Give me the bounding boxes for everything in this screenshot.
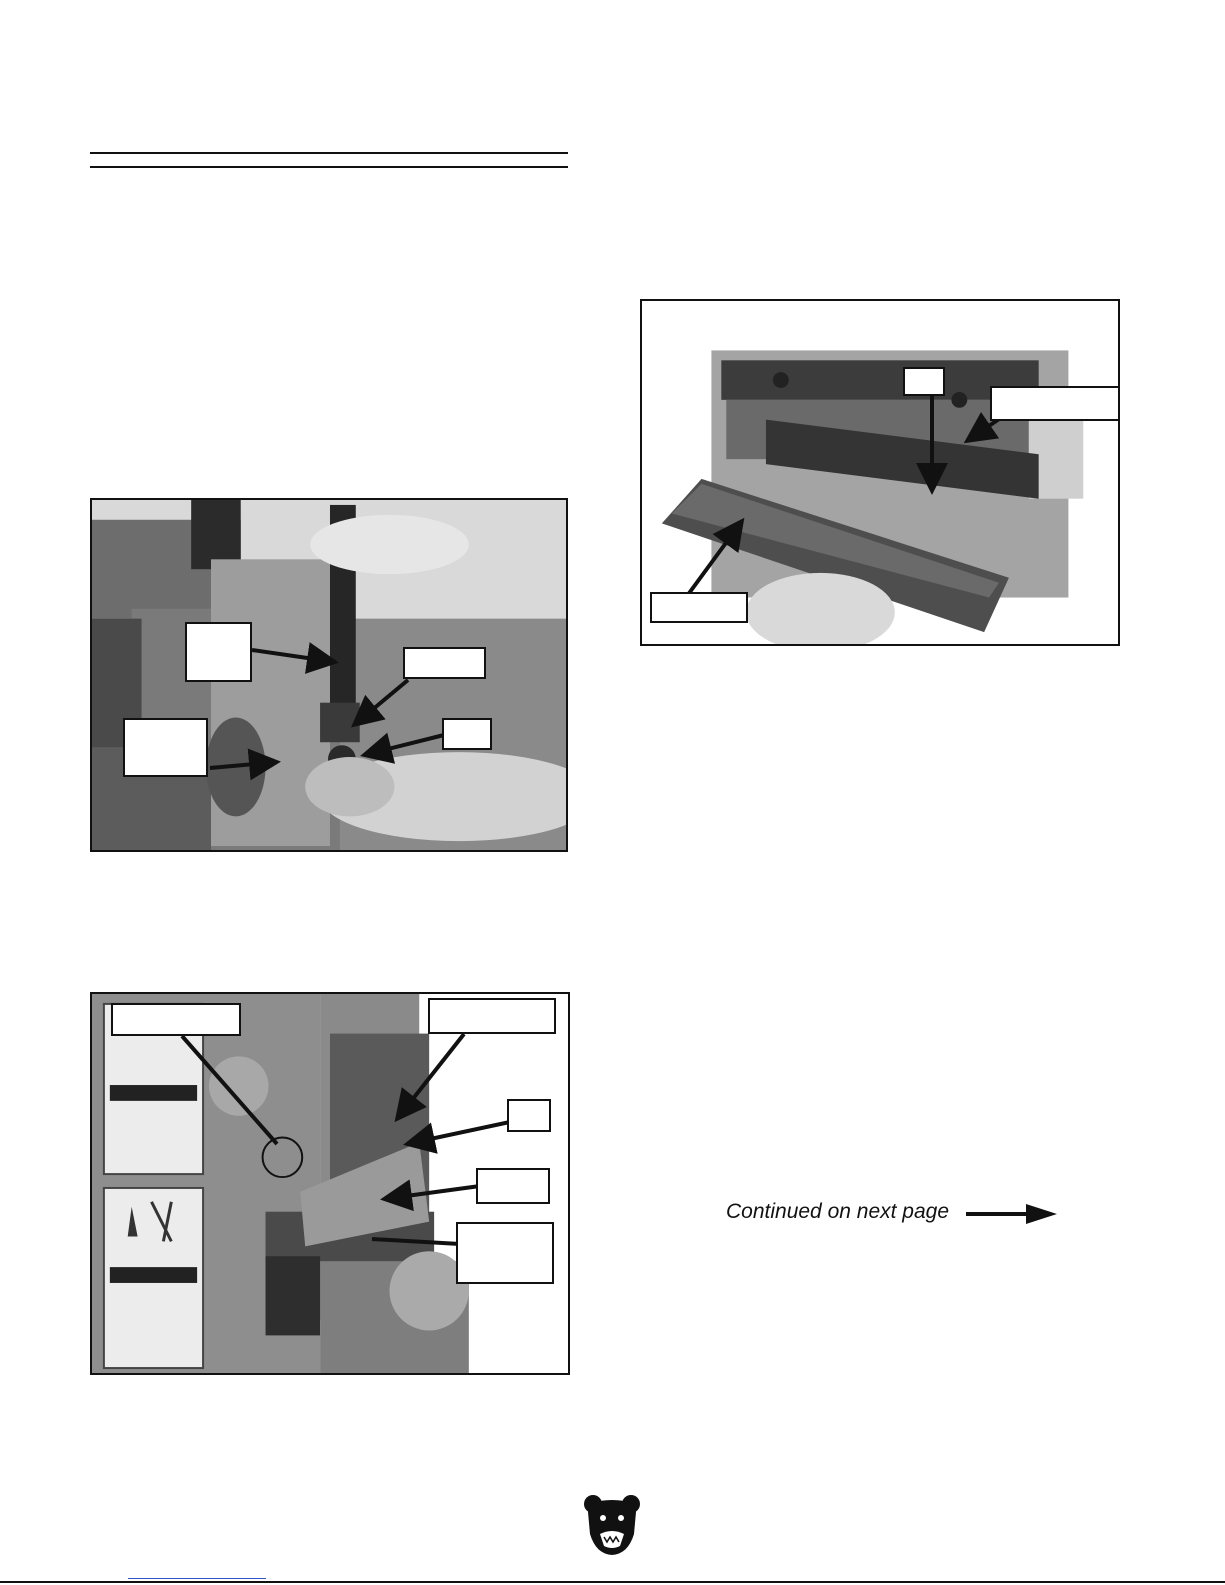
callout-box-handle-a [185,622,252,682]
callout-box-blade-b [990,386,1120,421]
header-rule-top [90,152,568,154]
right-arrow-icon [966,1203,1058,1225]
figure-handle-photo [90,498,568,852]
callout-box-clamp-b [428,998,556,1034]
header-rule-bottom [90,166,568,168]
continued-text: Continued on next page [726,1200,950,1223]
bear-head-logo [582,1494,642,1556]
callout-box-clamp-e [456,1222,554,1284]
callout-box-handle-b [403,647,486,679]
callout-box-clamp-d [476,1168,550,1204]
footer-rule [0,1581,1225,1583]
callout-box-clamp-a [111,1003,241,1036]
callout-box-clamp-c [507,1099,551,1132]
callout-box-handle-d [123,718,208,777]
footer-link-underline[interactable] [128,1578,266,1579]
figure-handle-arrows [92,500,568,852]
callout-box-handle-c [442,718,492,750]
callout-box-blade-a [903,367,945,396]
callout-box-blade-c [650,592,748,623]
